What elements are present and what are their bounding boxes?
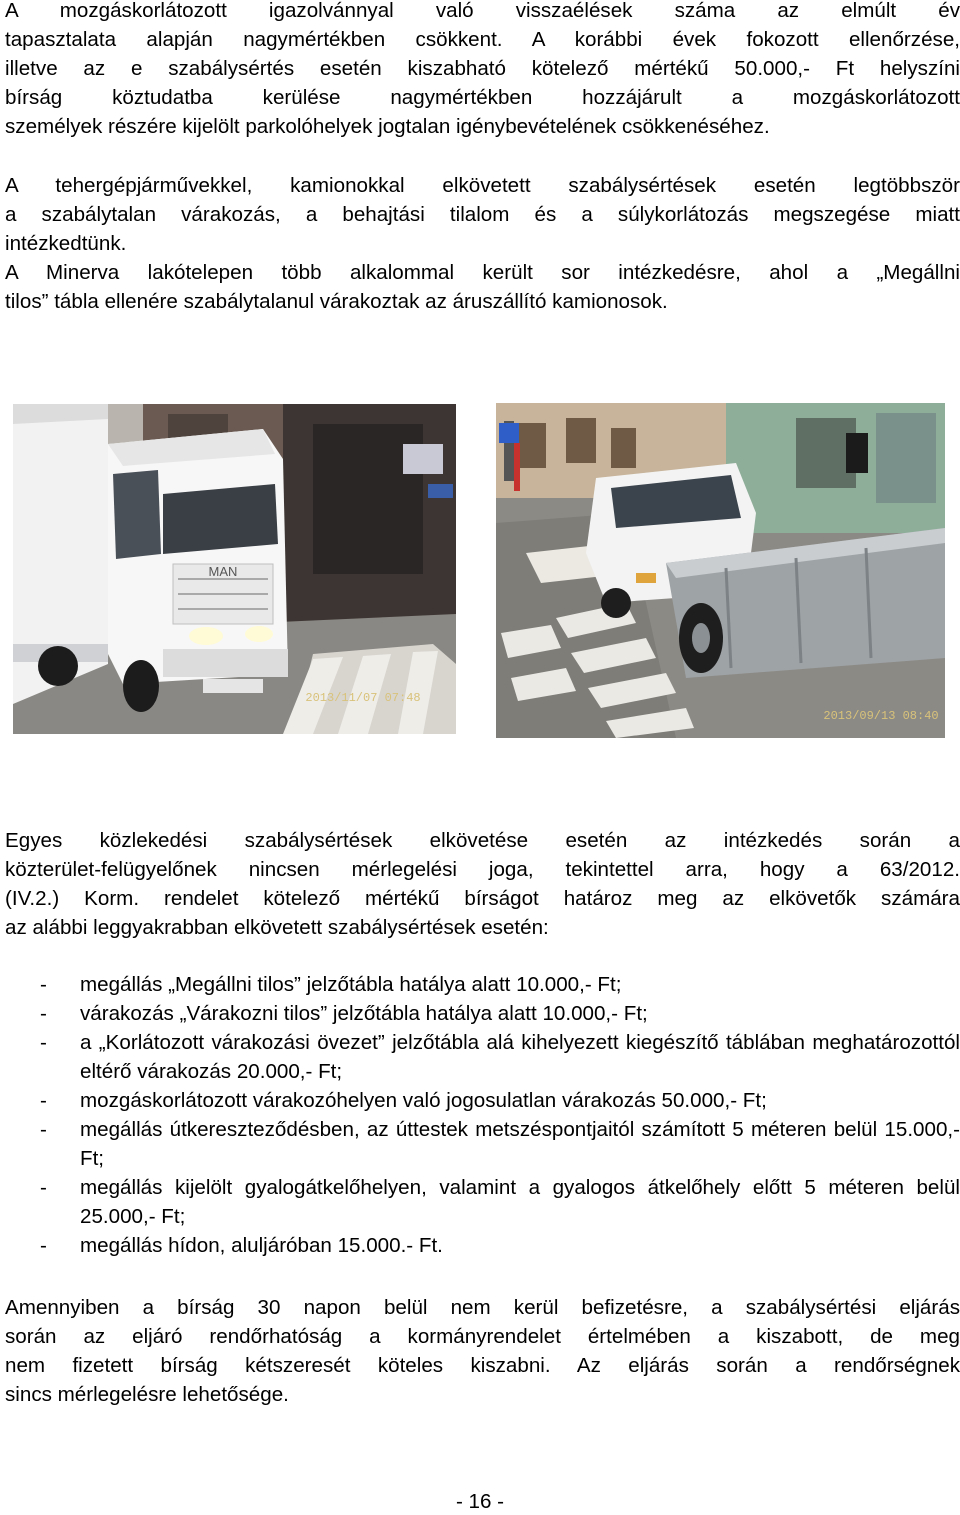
text-line: közterület-felügyelőnek nincsen mérlegelési joga, tekintettel arra, hogy a 63/2012.	[5, 858, 960, 881]
text-line: tilos” tábla ellenére szabálytalanul várakoztak az áruszállító kamionosok.	[5, 290, 668, 313]
text-line: a szabálytalan várakozás, a behajtási tilalom és a súlykorlátozás megszegése miatt	[5, 203, 960, 226]
list-item	[40, 970, 960, 999]
text-line: bírság köztudatba kerülése nagymértékben hozzájárult a mozgáskorlátozott	[5, 86, 960, 109]
list-item	[40, 1173, 960, 1231]
list-item-text: megállás hídon, aluljáróban 15.000.- Ft.	[80, 1234, 443, 1257]
list-dash: -	[40, 1031, 47, 1054]
list-dash: -	[40, 1002, 47, 1025]
paragraph-2	[5, 171, 960, 258]
photo-timestamp: 2013/09/13 08:40	[823, 709, 939, 723]
text-line: illetve az e szabálysértés esetén kiszabható kötelező mértékű 50.000,- Ft helyszíni	[5, 57, 960, 80]
list-item-text: a „Korlátozott várakozási övezet” jelzőtábla alá kihelyezett kiegészítő táblában meghatározottól eltérő várakozás 20.000,- Ft;	[80, 1031, 960, 1083]
text-line: A mozgáskorlátozott igazolvánnyal való visszaélések száma az elmúlt év	[5, 0, 960, 22]
text-line: tapasztalata alapján nagymértékben csökkent. A korábbi évek fokozott ellenőrzése,	[5, 28, 960, 51]
list-item	[40, 1231, 960, 1260]
text-line: személyek részére kijelölt parkolóhelyek jogtalan igénybevételének csökkenéséhez.	[5, 115, 770, 138]
list-item	[40, 1086, 960, 1115]
list-dash: -	[40, 1176, 47, 1199]
text-line: intézkedtünk.	[5, 232, 127, 255]
paragraph-4	[5, 826, 960, 942]
trailer-photo-image	[496, 403, 945, 738]
man-logo: MAN	[208, 564, 238, 579]
list-item	[40, 999, 960, 1028]
trailer-photo	[496, 403, 945, 738]
text-line: az alábbi leggyakrabban elkövetett szabálysértések esetén:	[5, 916, 549, 939]
list-dash: -	[40, 1118, 47, 1141]
paragraph-5	[5, 1293, 960, 1409]
text-line: A tehergépjárművekkel, kamionokkal elkövetett szabálysértések esetén legtöbbször	[5, 174, 960, 197]
paragraph-3	[5, 258, 960, 316]
photo-timestamp: 2013/11/07 07:48	[305, 691, 421, 705]
paragraph-1	[5, 0, 960, 141]
list-item-text: várakozás „Várakozni tilos” jelzőtábla hatálya alatt 10.000,- Ft;	[80, 1002, 648, 1025]
list-dash: -	[40, 973, 47, 996]
truck-photo-image	[13, 404, 456, 734]
text-line: A Minerva lakótelepen több alkalommal került sor intézkedésre, ahol a „Megállni	[5, 261, 960, 284]
text-line: sincs mérlegelésre lehetősége.	[5, 1383, 289, 1406]
text-line: Amennyiben a bírság 30 napon belül nem kerül befizetésre, a szabálysértési eljárás	[5, 1296, 960, 1319]
text-line: Egyes közlekedési szabálysértések elkövetése esetén az intézkedés során a	[5, 829, 960, 852]
text-line: (IV.2.) Korm. rendelet kötelező mértékű bírságot határoz meg az elkövetők számára	[5, 887, 960, 910]
page-number: - 16 -	[455, 1490, 505, 1513]
text-line: nem fizetett bírság kétszeresét köteles kiszabni. Az eljárás során a rendőrségnek	[5, 1354, 960, 1377]
list-item-text: mozgáskorlátozott várakozóhelyen való jogosulatlan várakozás 50.000,- Ft;	[80, 1089, 767, 1112]
list-dash: -	[40, 1234, 47, 1257]
text-line: során az eljáró rendőrhatóság a kormányrendelet értelmében a kiszabott, de meg	[5, 1325, 960, 1348]
list-item-text: megállás kijelölt gyalogátkelőhelyen, valamint a gyalogos átkelőhely előtt 5 méteren belül 25.000,- Ft;	[80, 1176, 960, 1228]
list-dash: -	[40, 1089, 47, 1112]
list-item	[40, 1115, 960, 1173]
list-item	[40, 1028, 960, 1086]
truck-photo	[13, 404, 456, 734]
list-item-text: megállás „Megállni tilos” jelzőtábla hatálya alatt 10.000,- Ft;	[80, 973, 622, 996]
list-item-text: megállás útkereszteződésben, az úttestek metszéspontjaitól számított 5 méteren belül 15.000,- Ft;	[80, 1118, 960, 1170]
fines-list	[40, 970, 960, 1260]
